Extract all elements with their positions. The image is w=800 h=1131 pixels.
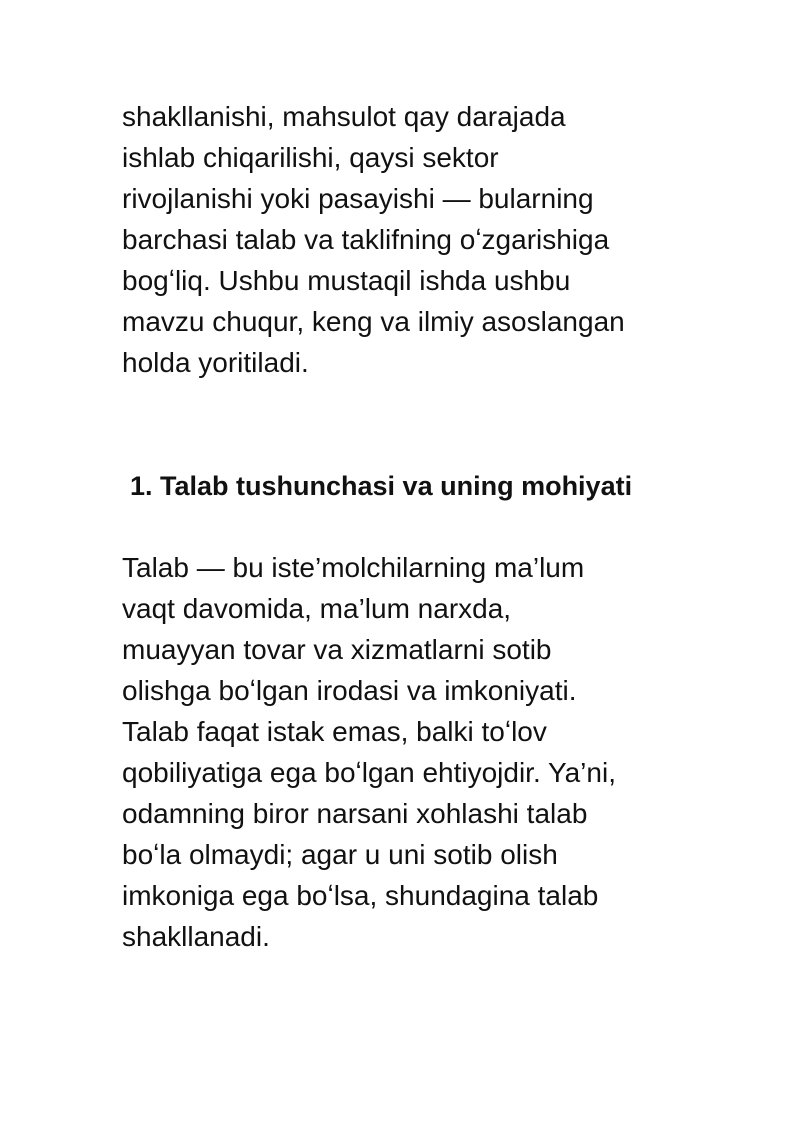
paragraph-line: ishlab chiqarilishi, qaysi sektor	[122, 142, 499, 173]
paragraph-line: Talab — bu iste’molchilarning ma’lum	[122, 552, 585, 583]
paragraph-line: muayyan tovar va xizmatlarni sotib	[122, 634, 552, 665]
paragraph-line: imkoniga ega boʻlsa, shundagina talab	[122, 880, 599, 911]
paragraph-line: boʻla olmaydi; agar u uni sotib olish	[122, 839, 558, 870]
paragraph-line: odamning biror narsani xohlashi talab	[122, 798, 588, 829]
paragraph-line: Talab faqat istak emas, balki toʻlov	[122, 716, 547, 747]
paragraph-line: shakllanadi.	[122, 921, 270, 952]
paragraph-line: holda yoritiladi.	[122, 347, 309, 378]
paragraph-line: vaqt davomida, ma’lum narxda,	[122, 593, 512, 624]
paragraph-line: qobiliyatiga ega boʻlgan ehtiyojdir. Ya’ni,	[122, 757, 616, 788]
intro-paragraph	[122, 96, 702, 383]
paragraph-line: rivojlanishi yoki pasayishi — bularning	[122, 183, 594, 214]
paragraph-line: olishga boʻlgan irodasi va imkoniyati.	[122, 675, 577, 706]
paragraph-line: barchasi talab va taklifning oʻzgarishiga	[122, 224, 610, 255]
paragraph-line: shakllanishi, mahsulot qay darajada	[122, 101, 566, 132]
section-heading: 1. Talab tushunchasi va uning mohiyati	[130, 471, 633, 501]
paragraph-line: bogʻliq. Ushbu mustaqil ishda ushbu	[122, 265, 571, 296]
definition-paragraph	[122, 547, 702, 957]
paragraph-line: mavzu chuqur, keng va ilmiy asoslangan	[122, 306, 625, 337]
